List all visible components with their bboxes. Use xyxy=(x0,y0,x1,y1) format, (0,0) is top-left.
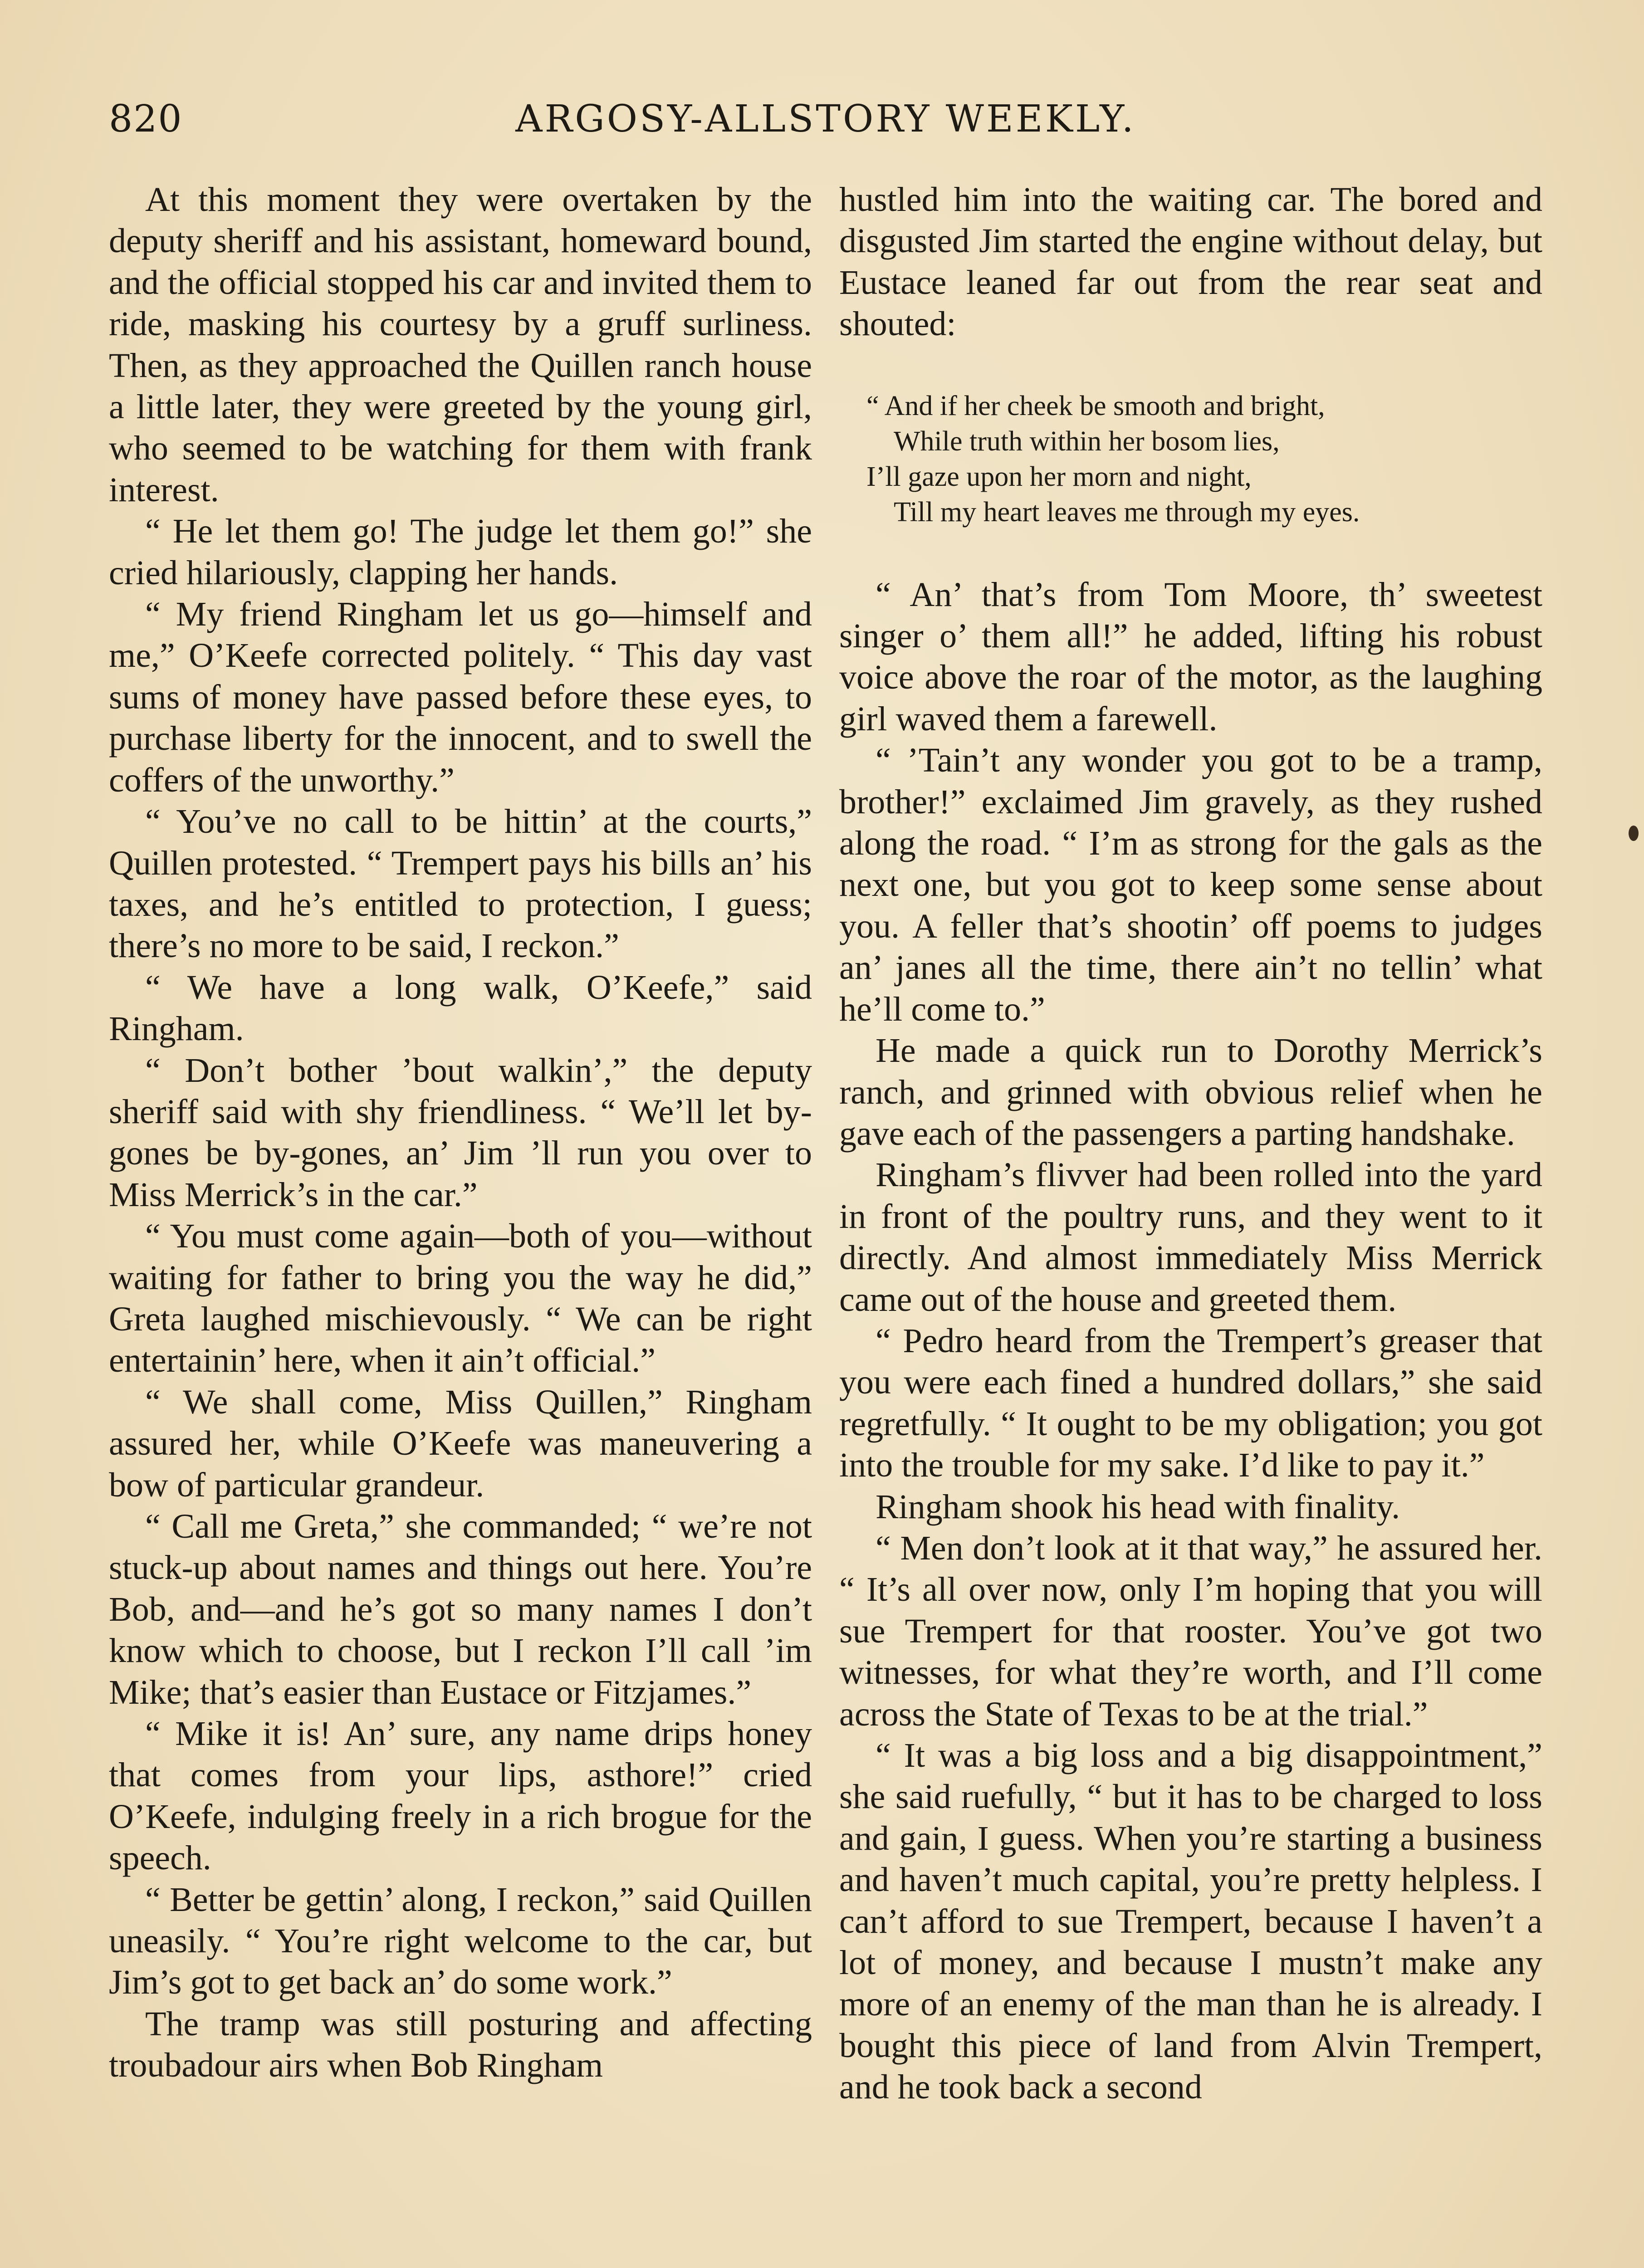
poem-line: While truth within her bosom lies, xyxy=(894,425,1280,457)
paragraph: The tramp was still posturing and affecting troubadour airs when Bob Ringham xyxy=(109,2004,812,2085)
paragraph: “ ’Tain’t any wonder you got to be a tramp, brother!” exclaimed Jim gravely, as they rushed along the road. “ I’m as strong for the gals as the next one, but you got to keep some sense about you. A feller that’s shootin’ off poems to judges an’ janes all the time, there ain’t no tellin’ what he’ll come to.” xyxy=(839,741,1542,1028)
ink-spot xyxy=(1629,826,1639,841)
paragraph: “ Better be gettin’ along, I reckon,” said Quillen uneasily. “ You’re right welcome to the car, but Jim’s got to get back an’ do some work.” xyxy=(109,1880,812,2002)
paragraph: “ It was a big loss and a big disappointment,” she said ruefully, “ but it has to be charged to loss and gain, I guess. When you’re starting a business and haven’t much capital, you’re pretty helpless. I can’t afford to sue Trempert, because I haven’t a lot of money, and because I mustn’t make any more of an enemy of the man than he is already. I bought this piece of land from Alvin Trempert, and he took back a second xyxy=(839,1736,1542,2107)
left-column xyxy=(109,179,812,2087)
paragraph: “ You must come again—both of you—without waiting for father to bring you the way he did,” Greta laughed mischievously. “ We can be right entertainin’ here, when it ain’t official.” xyxy=(109,1217,812,1380)
paragraph: “ Men don’t look at it that way,” he assured her. “ It’s all over now, only I’m hoping that you will sue Trempert for that rooster. You’ve got two witnesses, for what they’re worth, and I’ll come across the State of Texas to be at the trial.” xyxy=(839,1529,1542,1733)
paragraph: At this moment they were overtaken by the deputy sheriff and his assistant, homeward bound, and the official stopped his car and invited them to ride, masking his courtesy by a gruff surliness. Then, as they approached the Quillen ranch house a little later, they were greeted by the young girl, who seemed to be watching for them with frank interest. xyxy=(109,181,812,509)
poem-quote xyxy=(866,388,1542,530)
paragraph: “ An’ that’s from Tom Moore, th’ sweetest singer o’ them all!” he added, lifting his robust voice above the roar of the motor, as the laughing girl waved them a farewell. xyxy=(839,575,1542,738)
paragraph: “ Mike it is! An’ sure, any name drips honey that comes from your lips, asthore!” cried O’Keefe, indulging freely in a rich brogue for the speech. xyxy=(109,1715,812,1877)
paragraph: “ You’ve no call to be hittin’ at the courts,” Quillen protested. “ Trempert pays his bills an’ his taxes, and he’s entitled to protection, I guess; there’s no more to be said, I reckon.” xyxy=(109,802,812,965)
poem-line: I’ll gaze upon her morn and night, xyxy=(866,461,1252,492)
poem-line: Till my heart leaves me through my eyes. xyxy=(894,496,1360,528)
page-number: 820 xyxy=(109,98,183,141)
paragraph: He made a quick run to Dorothy Merrick’s ranch, and grinned with obvious relief when he gave each of the passengers a parting handshake. xyxy=(839,1031,1542,1153)
poem-line: “ And if her cheek be smooth and bright, xyxy=(866,390,1325,421)
paragraph: “ He let them go! The judge let them go!” she cried hilariously, clapping her hands. xyxy=(109,512,812,592)
page-header xyxy=(109,98,1542,147)
paragraph: Ringham shook his head with finality. xyxy=(876,1487,1400,1526)
paragraph: “ We shall come, Miss Quillen,” Ringham assured her, while O’Keefe was maneuvering a bow of particular grandeur. xyxy=(109,1383,812,1504)
paragraph: “ Don’t bother ’bout walkin’,” the deputy sheriff said with shy friendliness. “ We’ll let by-gones be by-gones, an’ Jim ’ll run you over to Miss Merrick’s in the car.” xyxy=(109,1051,812,1214)
paragraph: Ringham’s flivver had been rolled into the yard in front of the poultry runs, and they went to it directly. And almost immediately Miss Merrick came out of the house and greeted them. xyxy=(839,1156,1542,1319)
running-title: ARGOSY-ALLSTORY WEEKLY. xyxy=(515,98,1136,141)
right-column xyxy=(839,179,1542,2108)
paragraph-continued: hustled him into the waiting car. The bored and disgusted Jim started the engine without delay, but Eustace leaned far out from the rear seat and shouted: xyxy=(839,181,1542,343)
paragraph: “ My friend Ringham let us go—himself and me,” O’Keefe corrected politely. “ This day vast sums of money have passed before these eyes, to purchase liberty for the innocent, and to swell the coffers of the unworthy.” xyxy=(109,595,812,799)
paragraph: “ Call me Greta,” she commanded; “ we’re not stuck-up about names and things out here. You’re Bob, and—and he’s got so many names I don’t know which to choose, but I reckon I’ll call ’im Mike; that’s easier than Eustace or Fitzjames.” xyxy=(109,1507,812,1711)
paragraph: “ We have a long walk, O’Keefe,” said Ringham. xyxy=(109,968,812,1048)
paragraph: “ Pedro heard from the Trempert’s greaser that you were each fined a hundred dollars,” she said regretfully. “ It ought to be my obligation; you got into the trouble for my sake. I’d like to pay it.” xyxy=(839,1321,1542,1485)
